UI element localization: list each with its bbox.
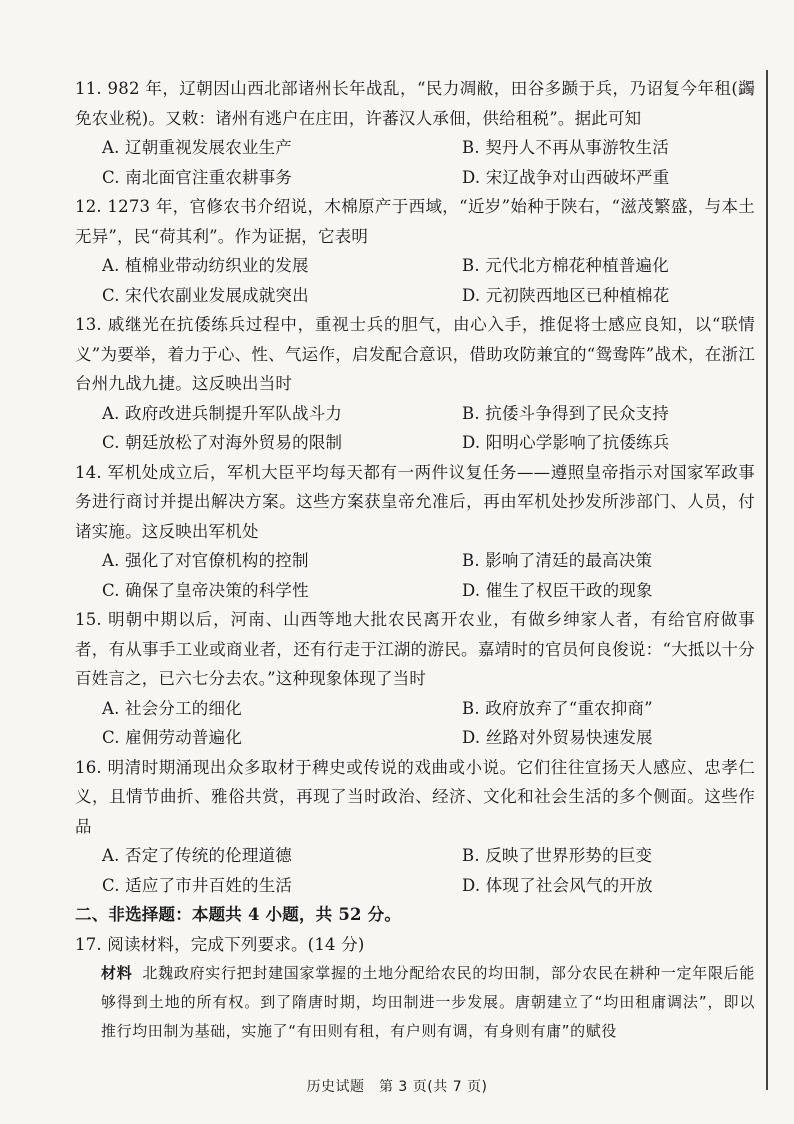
option-b: B. 政府放弃了“重农抑商”	[462, 698, 653, 718]
option-d: D. 丝路对外贸易快速发展	[462, 728, 653, 747]
option-d: D. 阳明心学影响了抗倭练兵	[462, 433, 670, 452]
question-13	[75, 310, 755, 458]
option-d: D. 催生了权臣干政的现象	[462, 580, 653, 600]
options	[75, 841, 755, 900]
question-11	[75, 74, 755, 192]
option-d: D. 体现了社会风气的开放	[462, 875, 653, 895]
option-c: C. 确保了皇帝决策的科学性	[102, 580, 309, 600]
question-17	[75, 930, 755, 1047]
options	[75, 399, 755, 458]
option-a: A. 政府改进兵制提升军队战斗力	[102, 403, 343, 423]
option-a: A. 辽朝重视发展农业生产	[102, 138, 293, 157]
option-c: C. 朝廷放松了对海外贸易的限制	[102, 433, 343, 452]
option-a: A. 否定了传统的伦理道德	[102, 846, 293, 865]
material-block	[75, 959, 755, 1046]
option-d: D. 宋辽战争对山西破坏严重	[462, 167, 670, 187]
option-b: B. 影响了清廷的最高决策	[462, 551, 653, 570]
question-15	[75, 605, 755, 753]
page-footer: 历史试题 第 3 页(共 7 页)	[306, 1079, 488, 1095]
option-b: B. 抗倭斗争得到了民众支持	[462, 403, 669, 423]
question-12	[75, 192, 755, 310]
question-16	[75, 753, 755, 901]
section-heading: 二、非选择题：本题共 4 小题，共 52 分。	[75, 905, 402, 924]
question-stem: 17. 阅读材料，完成下列要求。(14 分)	[75, 934, 365, 954]
question-14	[75, 458, 755, 606]
question-stem: 12. 1273 年，官修农书介绍说，木棉原产于西域，“近岁”始种于陕右，“滋茂繁盛，与本土无异”，民“荷其利”。作为证据，它表明	[75, 197, 755, 246]
option-b: B. 元代北方棉花种植普遍化	[462, 256, 669, 275]
option-c: C. 宋代农副业发展成就突出	[102, 285, 309, 305]
options	[75, 694, 755, 753]
question-stem: 11. 982 年，辽朝因山西北部诸州长年战乱，“民力凋敝，田谷多踬于兵，乃诏复今年租(蠲免农业税)。又敕：诸州有逃户在庄田，许蕃汉人承佃，供给租税”。据此可知	[75, 79, 755, 128]
question-stem: 14. 军机处成立后，军机大臣平均每天都有一两件议复任务——遵照皇帝指示对国家军政事务进行商讨并提出解决方案。这些方案获皇帝允准后，再由军机处抄发所涉部门、人员，付诸实施。这反映出军机处	[75, 462, 755, 541]
question-stem: 15. 明朝中期以后，河南、山西等地大批农民离开农业，有做乡绅家人者，有给官府做事者，有从事手工业或商业者，还有行走于江湖的游民。嘉靖时的官员何良俊说：“大抵以十分百姓言之，已六七分去农。”这种现象体现了当时	[75, 610, 755, 688]
options	[75, 133, 755, 192]
question-stem: 13. 戚继光在抗倭练兵过程中，重视士兵的胆气，由心入手，推促将士感应良知，以“联情义”为要举，着力于心、性、气运作，启发配合意识，借助攻防兼宜的“鸳鸯阵”战术，在浙江台州九战九捷。这反映出当时	[75, 315, 755, 393]
option-a: A. 强化了对官僚机构的控制	[102, 551, 309, 570]
questions-area	[75, 74, 755, 1046]
option-d: D. 元初陕西地区已种植棉花	[462, 285, 670, 305]
material-label: 材料	[101, 964, 133, 982]
option-b: B. 契丹人不再从事游牧生活	[462, 138, 669, 157]
option-c: C. 雇佣劳动普遍化	[102, 728, 243, 747]
option-a: A. 社会分工的细化	[102, 698, 242, 718]
options	[75, 251, 755, 310]
option-b: B. 反映了世界形势的巨变	[462, 846, 653, 865]
question-stem: 16. 明清时期涌现出众多取材于稗史或传说的戏曲或小说。它们往往宣扬天人感应、忠孝仁义，且情节曲折、雅俗共赏，再现了当时政治、经济、文化和社会生活的多个侧面。这些作品	[75, 757, 755, 836]
option-a: A. 植棉业带动纺织业的发展	[102, 256, 309, 275]
options	[75, 546, 755, 605]
material-text: 北魏政府实行把封建国家掌握的土地分配给农民的均田制，部分农民在耕种一定年限后能够得到土地的所有权。到了隋唐时期，均田制进一步发展。唐朝建立了“均田租庸调法”，即以推行均田制为基础，实施了“有田则有租，有户则有调，有身则有庸”的赋役	[101, 964, 755, 1040]
option-c: C. 适应了市井百姓的生活	[102, 875, 293, 895]
option-c: C. 南北面官注重农耕事务	[102, 167, 293, 187]
